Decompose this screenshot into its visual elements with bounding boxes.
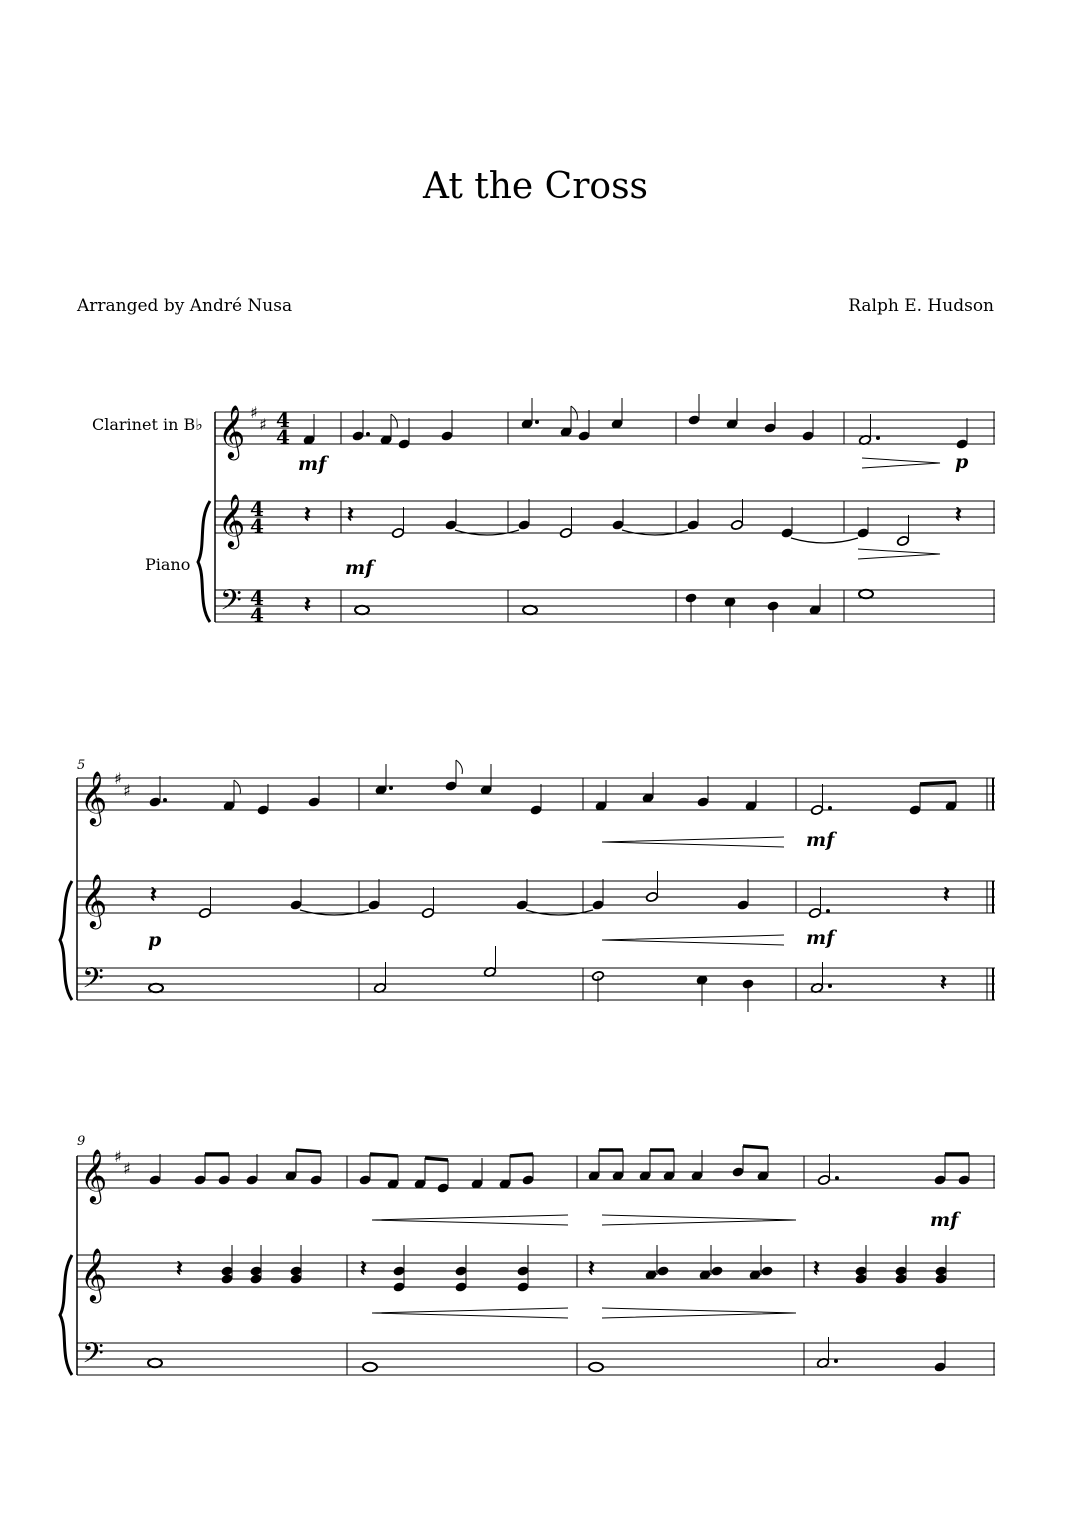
piano-treble-notes-1 <box>304 499 962 546</box>
dynamic-mark: mf <box>298 453 327 475</box>
time-signature-bottom: 4 <box>250 514 264 538</box>
piano-brace <box>198 501 210 622</box>
diminuendo-hairpin <box>862 458 940 468</box>
clarinet-staff-2 <box>77 778 995 810</box>
diminuendo-hairpin <box>602 1215 796 1225</box>
score-title: At the Cross <box>422 166 649 207</box>
quarter-rest-icon: 𝄽 <box>813 1257 820 1282</box>
time-signature-top: 4 <box>250 586 264 610</box>
piano-brace <box>60 1255 72 1375</box>
time-signature-top: 4 <box>250 497 264 521</box>
crescendo-hairpin <box>602 935 784 945</box>
system-3 <box>60 1134 995 1377</box>
piano-brace <box>60 881 72 1000</box>
piano-bass-notes-2 <box>149 946 947 1012</box>
system-2 <box>60 758 995 1012</box>
measure-number: 9 <box>77 1134 86 1149</box>
diminuendo-hairpin <box>602 1308 796 1318</box>
dynamic-mark: mf <box>345 557 374 579</box>
piano-treble-staff-2 <box>77 881 995 913</box>
quarter-rest-icon: 𝄽 <box>955 503 962 528</box>
sharp-icon: ♯ <box>114 1147 122 1166</box>
bass-clef-icon: 𝄢 <box>82 1337 104 1377</box>
dynamic-mark: p <box>148 929 162 951</box>
dynamic-mark: p <box>955 451 969 473</box>
treble-clef-icon: 𝄞 <box>80 873 108 927</box>
sharp-icon: ♯ <box>123 1159 131 1178</box>
quarter-rest-icon: 𝄽 <box>347 503 354 528</box>
quarter-rest-icon: 𝄽 <box>940 971 947 996</box>
quarter-rest-icon: 𝄽 <box>150 883 157 908</box>
piano-bass-staff-3 <box>77 1343 995 1375</box>
clarinet-label: Clarinet in B♭ <box>92 415 203 434</box>
crescendo-hairpin <box>602 837 784 847</box>
diminuendo-hairpin <box>858 549 940 559</box>
quarter-rest-icon: 𝄽 <box>304 503 311 528</box>
piano-bass-notes-1 <box>304 584 873 632</box>
dynamic-mark: mf <box>806 829 835 851</box>
sharp-icon: ♯ <box>123 781 131 800</box>
piano-treble-notes-3 <box>176 1245 947 1292</box>
treble-clef-icon: 𝄞 <box>80 770 108 824</box>
time-signature-bottom: 4 <box>276 425 290 449</box>
piano-label: Piano <box>145 555 191 574</box>
quarter-rest-icon: 𝄽 <box>588 1257 595 1282</box>
system-1 <box>92 394 995 632</box>
crescendo-hairpin <box>372 1308 568 1318</box>
dynamic-mark: mf <box>930 1209 959 1231</box>
treble-clef-icon: 𝄞 <box>218 404 246 458</box>
quarter-rest-icon: 𝄽 <box>304 593 311 618</box>
bass-clef-icon: 𝄢 <box>220 584 242 624</box>
crescendo-hairpin <box>372 1215 568 1225</box>
clarinet-staff-3 <box>77 1156 995 1188</box>
sharp-icon: ♯ <box>259 415 267 434</box>
piano-bass-staff-2 <box>77 968 995 1000</box>
dynamic-mark: mf <box>806 927 835 949</box>
clarinet-notes-2 <box>149 760 957 815</box>
piano-bass-staff-1 <box>215 590 995 622</box>
arranger-credit: Arranged by André Nusa <box>77 296 293 316</box>
treble-clef-icon: 𝄞 <box>80 1247 108 1301</box>
clarinet-notes-3 <box>149 1146 970 1193</box>
treble-clef-icon: 𝄞 <box>218 493 246 547</box>
treble-clef-icon: 𝄞 <box>80 1148 108 1202</box>
composer-credit: Ralph E. Hudson <box>848 296 994 316</box>
quarter-rest-icon: 𝄽 <box>943 883 950 908</box>
piano-treble-staff-1 <box>215 501 995 533</box>
time-signature-top: 4 <box>276 408 290 432</box>
time-signature-bottom: 4 <box>250 603 264 627</box>
clarinet-notes-1 <box>303 394 968 449</box>
sharp-icon: ♯ <box>114 769 122 788</box>
measure-number: 5 <box>77 758 86 773</box>
piano-treble-notes-2 <box>150 871 950 918</box>
quarter-rest-icon: 𝄽 <box>360 1257 367 1282</box>
sharp-icon: ♯ <box>250 403 258 422</box>
quarter-rest-icon: 𝄽 <box>176 1257 183 1282</box>
bass-clef-icon: 𝄢 <box>82 962 104 1002</box>
